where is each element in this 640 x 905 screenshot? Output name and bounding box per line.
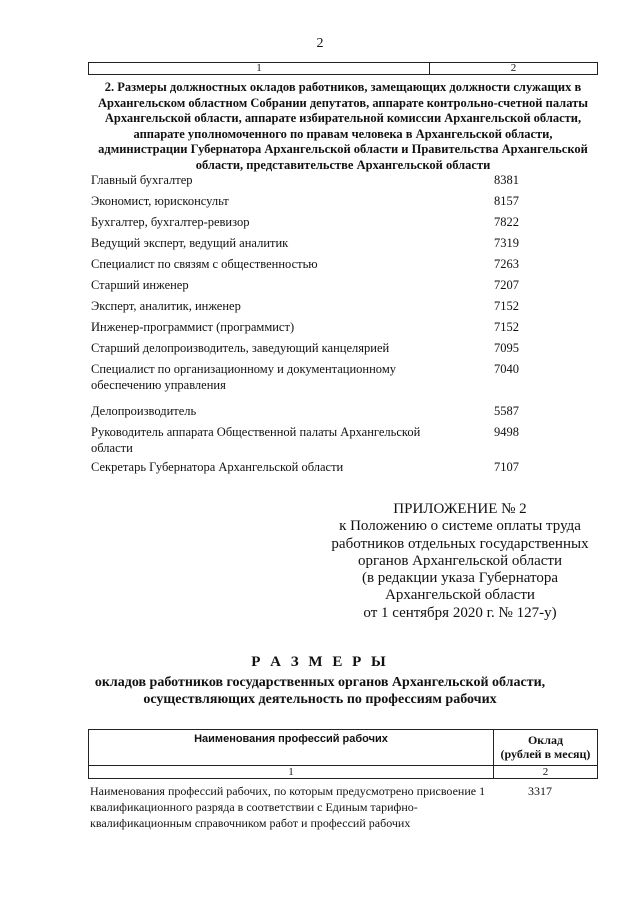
column-header-salary-line: Оклад — [527, 733, 564, 747]
salary-value: 7207 — [494, 278, 519, 292]
appendix-line: (в редакции указа Губернатора — [361, 570, 559, 587]
position-name: Руководитель аппарата Общественной палаты Архангельской области — [91, 425, 421, 455]
section-2-title: 2. Размеры должностных окладов работников, замещающих должности служащих в Архангельском областном Собрании депутатов, аппарате контрольно-счетной палаты Архангельской области, аппарате избирательной комиссии Архангельской области, аппарате уполномоченного по правам человека в Архангельской области, администрации Губернатора Архангельской области и Правительства Архангельской области, представительстве Архангельской области — [97, 80, 589, 172]
column-header-salary — [494, 730, 598, 766]
position-name: Экономист, юрисконсульт — [91, 194, 229, 208]
position-name: Специалист по связям с общественностью — [91, 257, 318, 271]
appendix-line: к Положению о системе оплаты труда — [339, 518, 581, 535]
salary-value: 8157 — [494, 194, 519, 208]
razmery-subtitle-line: осуществляющих деятельность по профессиям рабочих — [143, 691, 497, 707]
salary-value: 9498 — [494, 425, 519, 439]
salary-value: 7263 — [494, 257, 519, 271]
appendix-line: органов Архангельской области — [357, 552, 563, 569]
column-header-profession: Наименования профессий рабочих — [89, 730, 494, 766]
salary-value: 7040 — [494, 362, 519, 376]
razmery-heading: Р А З М Е Р Ы — [251, 654, 389, 670]
position-name: Делопроизводитель — [91, 404, 197, 418]
profession-row-value: 3317 — [528, 784, 552, 798]
position-name: Старший делопроизводитель, заведующий канцелярией — [91, 341, 390, 355]
salary-value: 7152 — [494, 320, 519, 334]
salary-value: 7319 — [494, 236, 519, 250]
position-name: Бухгалтер, бухгалтер-ревизор — [91, 215, 250, 229]
column-number-2: 2 — [494, 766, 598, 779]
page-number: 2 — [316, 36, 324, 51]
appendix-line: Архангельской области — [385, 587, 535, 604]
column-header-salary-line: (рублей в месяц) — [500, 747, 591, 761]
position-name: Главный бухгалтер — [91, 173, 193, 187]
position-name: Старший инженер — [91, 278, 189, 292]
salary-value: 5587 — [494, 404, 519, 418]
appendix-title: ПРИЛОЖЕНИЕ № 2 — [393, 501, 527, 517]
salary-value: 7095 — [494, 341, 519, 355]
razmery-subtitle-line: окладов работников государственных органов Архангельской области, — [94, 675, 546, 690]
profession-row-name: Наименования профессий рабочих, по которым предусмотрено присвоение 1 квалификационного разряда в соответствии с Единым тарифно-квалификационным справочником работ и профессий рабочих — [90, 784, 486, 830]
salary-value: 7152 — [494, 299, 519, 313]
appendix-block — [320, 501, 600, 622]
appendix-line: работников отдельных государственных — [331, 535, 589, 552]
appendix-line: от 1 сентября 2020 г. № 127-у) — [363, 604, 557, 621]
header-column-1: 1 — [89, 63, 430, 75]
profession-salary-table — [88, 729, 598, 779]
salary-value: 7107 — [494, 460, 519, 474]
salary-value: 8381 — [494, 173, 519, 187]
position-name: Специалист по организационному и документационному обеспечению управления — [91, 362, 396, 392]
column-number-1: 1 — [89, 766, 494, 779]
position-name: Секретарь Губернатора Архангельской области — [91, 460, 344, 474]
continuation-header-table — [88, 62, 598, 75]
position-name: Ведущий эксперт, ведущий аналитик — [91, 236, 289, 250]
razmery-subtitle — [60, 675, 580, 708]
position-name: Эксперт, аналитик, инженер — [91, 299, 241, 313]
header-column-2: 2 — [430, 63, 598, 75]
position-name: Инженер-программист (программист) — [91, 320, 295, 334]
salary-value: 7822 — [494, 215, 519, 229]
